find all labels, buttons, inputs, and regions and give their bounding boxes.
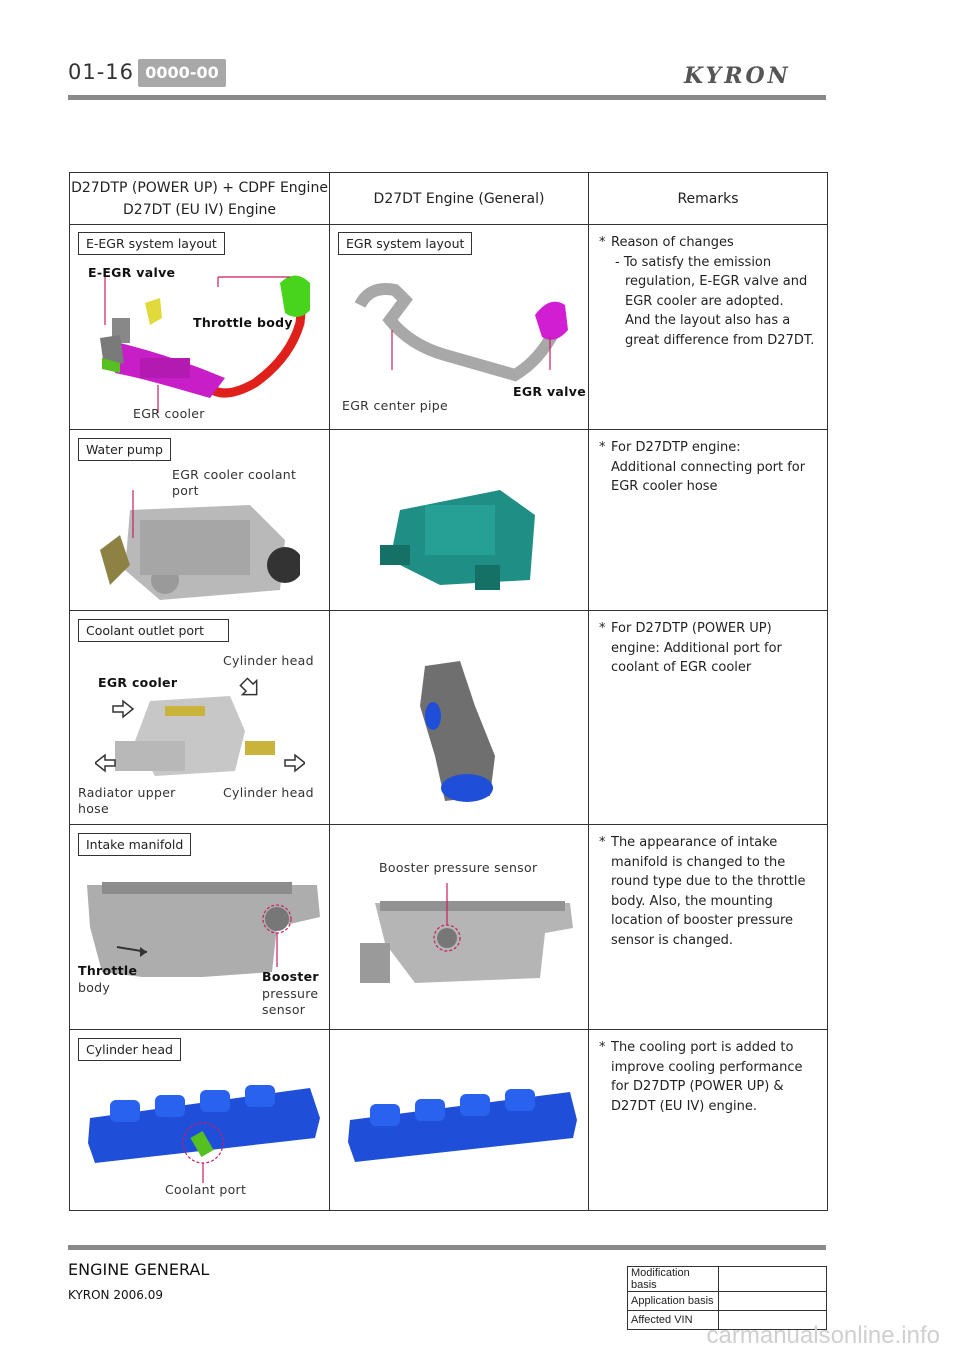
- table-row: [70, 1030, 828, 1211]
- label-body: body: [78, 980, 111, 995]
- table-row: [70, 225, 828, 430]
- image-tag: E-EGR system layout: [78, 232, 225, 255]
- modification-table: [627, 1266, 827, 1330]
- cylinder-head-general-illustration: [345, 1080, 580, 1170]
- image-tag: EGR system layout: [338, 232, 472, 255]
- label-e-egr-valve: E-EGR valve: [88, 265, 176, 280]
- label-pressure: pressure: [262, 986, 319, 1001]
- label-throttle-body: Throttle body: [193, 315, 293, 330]
- water-pump-illustration: [100, 490, 300, 605]
- label-booster: Booster: [262, 969, 319, 984]
- cell-remarks: [589, 430, 828, 611]
- label-cylinder-head: Cylinder head: [223, 653, 314, 668]
- label-booster-pressure-sensor: Booster pressure sensor: [379, 860, 538, 875]
- remarks-text: * The cooling port is added to improve cooling performance for D27DTP (POWER UP) & D27DT (EU IV) engine.: [599, 1040, 803, 1114]
- label-egr-center-pipe: EGR center pipe: [342, 398, 448, 413]
- header-rule: [68, 95, 826, 100]
- cell-general-coolant-outlet: [330, 611, 589, 825]
- e-egr-system-illustration: [90, 263, 310, 413]
- cell-remarks: [589, 225, 828, 430]
- affected-vin-label: Affected VIN: [628, 1311, 719, 1330]
- modification-basis-label: Modification basis: [628, 1267, 719, 1292]
- footer-rule: [68, 1245, 826, 1250]
- image-tag: Intake manifold: [78, 833, 191, 856]
- cylinder-head-illustration: [85, 1078, 323, 1188]
- cell-general-intake-manifold: [330, 825, 589, 1030]
- header-remarks: Remarks: [589, 173, 828, 225]
- egr-system-illustration: [350, 275, 575, 395]
- table-header-row: [70, 173, 828, 225]
- section-code-badge: 0000-00: [138, 59, 226, 87]
- label-sensor: sensor: [262, 1002, 306, 1017]
- coolant-outlet-grey-illustration: [415, 656, 515, 806]
- cell-new-egr: [70, 225, 330, 430]
- label-egr-valve: EGR valve: [513, 384, 586, 399]
- remarks-text: * The appearance of intake manifold is changed to the round type due to the throttle body. Also, the mounting location of booster pressure sensor is changed.: [599, 835, 806, 948]
- cell-remarks: [589, 1030, 828, 1211]
- header-new-engine: [70, 173, 330, 225]
- water-pump-teal-illustration: [380, 470, 545, 590]
- cell-new-cylinder-head: [70, 1030, 330, 1211]
- cell-remarks: [589, 825, 828, 1030]
- remarks-text: * For D27DTP (POWER UP) engine: Additional port for coolant of EGR cooler: [599, 621, 782, 675]
- modification-basis-value: [719, 1267, 827, 1292]
- header-new-engine-text: D27DTP (POWER UP) + CDPF Engine D27DT (EU IV) Engine: [71, 179, 328, 218]
- cell-new-water-pump: [70, 430, 330, 611]
- image-tag: Coolant outlet port: [78, 619, 229, 642]
- watermark: carmanualsonline.info: [706, 1322, 940, 1349]
- remarks-text: * Reason of changes - To satisfy the emission regulation, E-EGR valve and EGR cooler are adopted. And the layout also has a great difference from D27DT.: [599, 235, 815, 348]
- comparison-table: [69, 172, 828, 1211]
- table-row: [70, 430, 828, 611]
- table-row: [70, 611, 828, 825]
- page-number: 01-16: [68, 60, 135, 84]
- label-radiator-upper: Radiator upper: [78, 785, 176, 800]
- label-throttle: Throttle: [78, 963, 138, 978]
- label-port: port: [172, 483, 199, 498]
- application-basis-label: Application basis: [628, 1292, 719, 1311]
- cell-general-cylinder-head: [330, 1030, 589, 1211]
- label-egr-cooler: EGR cooler: [98, 675, 178, 690]
- label-coolant-port: Coolant port: [165, 1182, 247, 1197]
- cell-remarks: [589, 611, 828, 825]
- cell-new-coolant-outlet: [70, 611, 330, 825]
- label-hose: hose: [78, 801, 109, 816]
- label-egr-cooler: EGR cooler: [133, 406, 205, 421]
- table-row: [628, 1292, 827, 1311]
- application-basis-value: [719, 1292, 827, 1311]
- table-row: [628, 1267, 827, 1292]
- cell-new-intake-manifold: [70, 825, 330, 1030]
- cell-general-water-pump: [330, 430, 589, 611]
- footer-subtitle: KYRON 2006.09: [68, 1288, 163, 1302]
- image-tag: Cylinder head: [78, 1038, 181, 1061]
- brand-logo: KYRON: [684, 63, 791, 89]
- intake-manifold-general-illustration: [355, 883, 575, 1003]
- label-cylinder-head-2: Cylinder head: [223, 785, 314, 800]
- header-general-engine: D27DT Engine (General): [330, 173, 589, 225]
- cell-general-egr: [330, 225, 589, 430]
- remarks-text: * For D27DTP engine: Additional connecting port for EGR cooler hose: [599, 440, 806, 494]
- table-row: [70, 825, 828, 1030]
- footer-title: ENGINE GENERAL: [68, 1260, 210, 1279]
- image-tag: Water pump: [78, 438, 171, 461]
- label-egr-cooler-coolant: EGR cooler coolant: [172, 467, 297, 482]
